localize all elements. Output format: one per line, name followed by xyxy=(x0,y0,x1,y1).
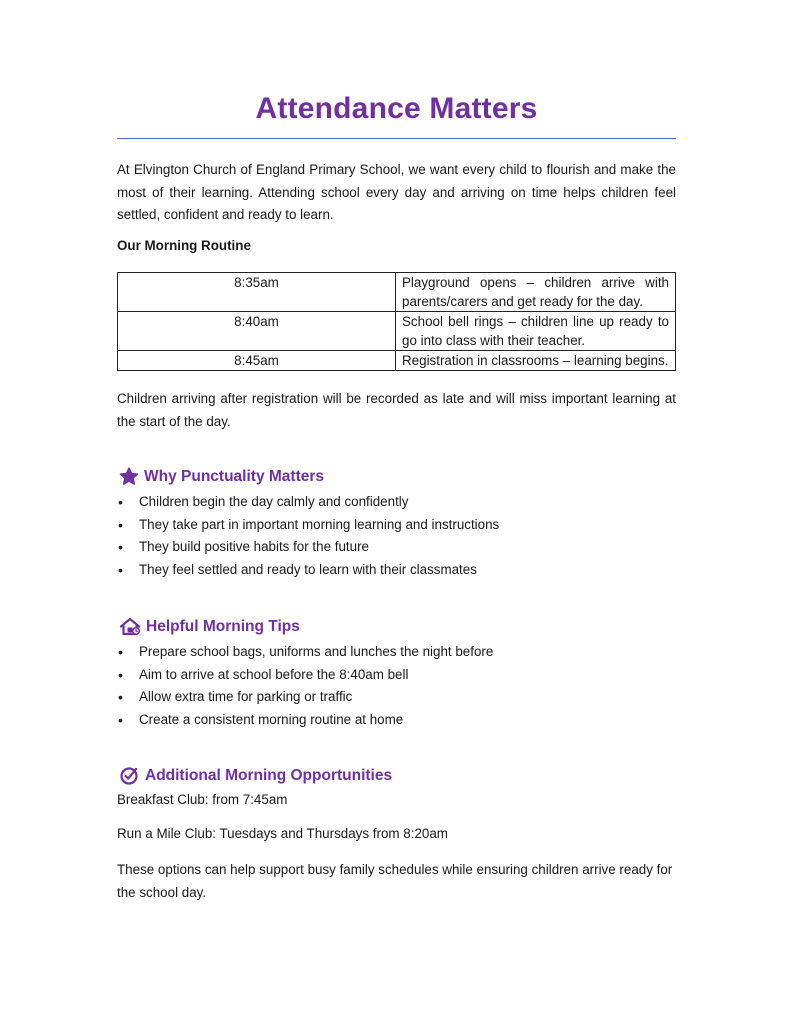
routine-heading: Our Morning Routine xyxy=(117,238,251,253)
table-row xyxy=(118,351,676,371)
list-item: • They build positive habits for the future xyxy=(117,536,499,559)
list-item: • Aim to arrive at school before the 8:40am bell xyxy=(117,664,493,687)
routine-time: 8:45am xyxy=(118,351,396,371)
list-item: • Prepare school bags, uniforms and lunches the night before xyxy=(117,641,493,664)
run-a-mile-club-text: Run a Mile Club: Tuesdays and Thursdays from 8:20am xyxy=(117,826,448,841)
clock-icon xyxy=(119,766,140,785)
table-row xyxy=(118,312,676,351)
list-item: • They feel settled and ready to learn with their classmates xyxy=(117,559,499,582)
opportunities-heading xyxy=(119,766,392,785)
late-note: Children arriving after registration will be recorded as late and will miss important learning at the start of the day. xyxy=(117,391,676,429)
tips-heading xyxy=(119,617,300,636)
house-icon xyxy=(119,617,141,636)
list-item: • Create a consistent morning routine at home xyxy=(117,709,493,732)
title-underline xyxy=(117,138,676,139)
star-icon xyxy=(119,467,139,486)
list-item: • They take part in important morning learning and instructions xyxy=(117,514,499,537)
routine-time: 8:35am xyxy=(118,273,396,312)
punctuality-list xyxy=(117,491,499,582)
punctuality-heading-label: Why Punctuality Matters xyxy=(144,467,324,485)
punctuality-heading xyxy=(119,467,324,486)
breakfast-club-text: Breakfast Club: from 7:45am xyxy=(117,792,288,807)
tips-heading-label: Helpful Morning Tips xyxy=(146,617,300,635)
routine-description: Registration in classrooms – learning begins. xyxy=(396,351,676,371)
table-row xyxy=(118,273,676,312)
intro-paragraph: At Elvington Church of England Primary School, we want every child to flourish and make the most of their learning. Attending school every day and arriving on time helps children feel settled, confident and ready to learn. xyxy=(117,162,676,222)
routine-table xyxy=(117,272,676,371)
list-item: • Children begin the day calmly and confidently xyxy=(117,491,499,514)
tips-list xyxy=(117,641,493,732)
list-item: • Allow extra time for parking or traffic xyxy=(117,686,493,709)
routine-time: 8:40am xyxy=(118,312,396,351)
opportunities-heading-label: Additional Morning Opportunities xyxy=(145,766,393,784)
options-paragraph: These options can help support busy family schedules while ensuring children arrive ready for the school day. xyxy=(117,862,673,900)
routine-description: School bell rings – children line up ready to go into class with their teacher. xyxy=(396,312,676,351)
routine-description: Playground opens – children arrive with parents/carers and get ready for the day. xyxy=(396,273,676,312)
page-title: Attendance Matters xyxy=(255,92,538,125)
